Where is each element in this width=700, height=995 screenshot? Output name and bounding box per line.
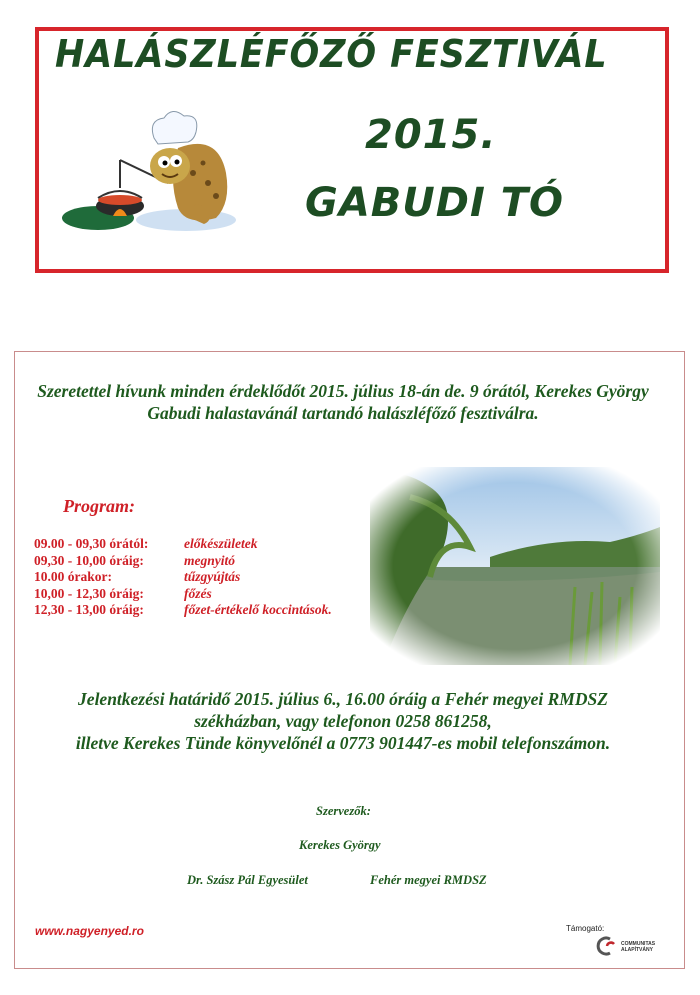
program-time: 12,30 - 13,00 óráig: (34, 602, 144, 617)
registration-line: Jelentkezési határidő 2015. július 6., 16.00 óráig a Fehér megyei RMDSZ (78, 689, 608, 709)
registration-line: illetve Kerekes Tünde könyvelőnél a 0773 901447-es mobil telefonszámon. (75, 733, 611, 753)
program-schedule (34, 536, 332, 619)
registration-info (22, 688, 664, 754)
program-title: Program: (63, 496, 135, 516)
sponsor-label: Támogató: (566, 924, 605, 933)
registration-line: székházban, vagy telefonon 0258 861258, (194, 711, 492, 731)
organizers-label: Szervezők: (316, 804, 371, 818)
program-time: 10.00 órakor: (34, 569, 112, 584)
program-activity: előkészületek (184, 536, 258, 551)
program-row (34, 586, 332, 603)
organizer-person: Kerekes György (299, 838, 381, 852)
svg-text:ALAPÍTVÁNY: ALAPÍTVÁNY (621, 947, 653, 953)
lake-photo (370, 467, 660, 665)
program-row (34, 553, 332, 570)
website-link[interactable]: www.nagyenyed.ro (35, 924, 144, 938)
communitas-logo (596, 935, 674, 957)
program-time: 09,30 - 10,00 óráig: (34, 552, 144, 568)
fish-chef-mascot-illustration (58, 88, 238, 233)
organizer-association: Dr. Szász Pál Egyesület (187, 873, 308, 887)
program-activity: főzés (184, 585, 212, 601)
festival-title: HALÁSZLÉFŐZŐ FESZTIVÁL (55, 32, 608, 76)
program-row (34, 569, 332, 586)
program-time: 10,00 - 12,30 óráig: (34, 585, 144, 601)
invitation-text: Szeretettel hívunk minden érdeklődőt 2015. július 18-án de. 9 órától, Kerekes György Gabudi halastavánál tartandó halászléfőző fesztiválra. (37, 381, 649, 423)
svg-text:COMMUNITAS: COMMUNITAS (621, 941, 656, 947)
festival-year: 2015. (365, 112, 497, 158)
program-row (34, 602, 332, 619)
program-activity: tűzgyújtás (184, 569, 241, 584)
program-time: 09.00 - 09,30 órától: (34, 536, 149, 551)
organizer-rmdsz: Fehér megyei RMDSZ (370, 873, 487, 887)
program-row (34, 536, 332, 553)
program-activity: megnyitó (184, 552, 235, 568)
festival-place: GABUDI TÓ (305, 180, 565, 226)
program-activity: főzet-értékelő koccintások. (184, 602, 332, 617)
